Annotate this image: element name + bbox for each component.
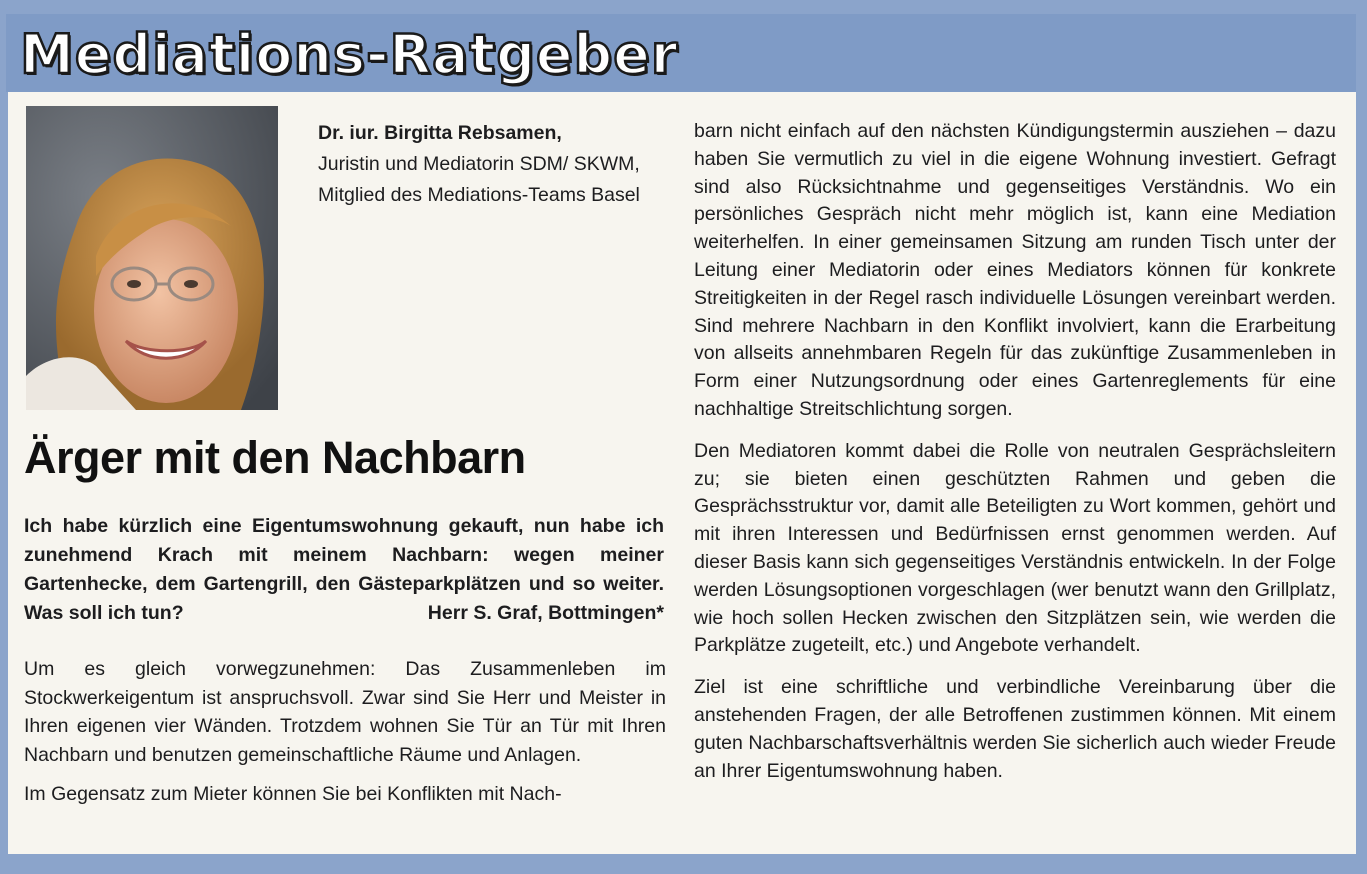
answer-column-right <box>694 118 1336 785</box>
bottom-frame <box>0 856 1367 874</box>
question-signature: Herr S. Graf, Bottmingen* <box>427 602 664 624</box>
answer-paragraph: Ziel ist eine schriftliche und verbindliche Vereinbarung über die anstehenden Fragen, der alle Betroffenen zustimmen können. Mit einem guten Nachbarschaftsverhältnis werden Sie sicherlich auch wieder Freude an Ihrer Eigentumswohnung haben. <box>694 676 1336 782</box>
reader-question <box>24 512 664 628</box>
answer-paragraph: Im Gegensatz zum Mieter können Sie bei Konflikten mit Nach- <box>24 783 562 805</box>
answer-paragraph: Um es gleich vorwegzunehmen: Das Zusammenleben im Stockwerkeigentum ist anspruchsvoll. Zwar sind Sie Herr und Meister in Ihren eigenen vier Wänden. Trotzdem wohnen Sie Tür an Tür mit Ihren Nachbarn und benutzen gemeinschaftliche Räume und Anlagen. <box>24 658 666 766</box>
author-portrait <box>26 106 278 410</box>
portrait-image <box>26 106 278 410</box>
question-text: Ich habe kürzlich eine Eigentumswohnung gekauft, nun habe ich zunehmend Krach mit meinem Nachbarn: wegen meiner Gartenhecke, dem Gartengrill, den Gästeparkplätzen und so weiter. Was soll ich tun? <box>24 515 664 624</box>
banner <box>6 14 1356 92</box>
author-name: Dr. iur. Birgitta Rebsamen, <box>318 122 562 144</box>
author-info <box>318 118 658 211</box>
author-role: Juristin und Mediatorin SDM/ SKWM, Mitglied des Mediations-Teams Basel <box>318 153 640 206</box>
answer-paragraph: Den Mediatoren kommt dabei die Rolle von neutralen Gesprächsleitern zu; sie bieten einen geschützten Rahmen und geben die Gesprächsstruktur vor, damit alle Beteiligten zu Wort kommen, gehört und mit ihren Interessen und Bedürfnissen ernst genommen werden. Auf dieser Basis kann sich gegenseitiges Verständnis entwickeln. In der Folge werden Lösungsoptionen vorgeschlagen (wer benutzt wann den Grillplatz, wie hoch sollen Hecken zwischen den Sitzplätzen sein, wie werden die Parkplätze zugeteilt, etc.) und Angebote verhandelt. <box>694 439 1336 657</box>
article-headline: Ärger mit den Nachbarn <box>24 432 526 483</box>
article-panel <box>8 92 1356 854</box>
banner-title: Mediations-Ratgeber <box>20 23 679 86</box>
answer-paragraph: barn nicht einfach auf den nächsten Kündigungstermin ausziehen – dazu haben Sie vermutlich zu viel in die eigene Wohnung investiert. Gefragt sind also Rücksichtnahme und gegenseitiges Verständnis. Wo ein persönliches Gespräch nicht mehr möglich ist, kann eine Mediation weiterhelfen. In einer gemeinsamen Sitzung am runden Tisch unter der Leitung einer Mediatorin oder eines Mediators können für konkrete Streitigkeiten in der Regel rasch individuelle Lösungen vereinbart werden. Sind mehrere Nachbarn in den Konflikt involviert, kann die Erarbeitung von allseits annehmbaren Regeln für das zukünftige Zusammenleben in Form einer Nutzungsordnung oder eines Gartenreglements für eine nachhaltige Streitschlichtung sorgen. <box>694 120 1336 420</box>
answer-column-left <box>24 655 666 809</box>
